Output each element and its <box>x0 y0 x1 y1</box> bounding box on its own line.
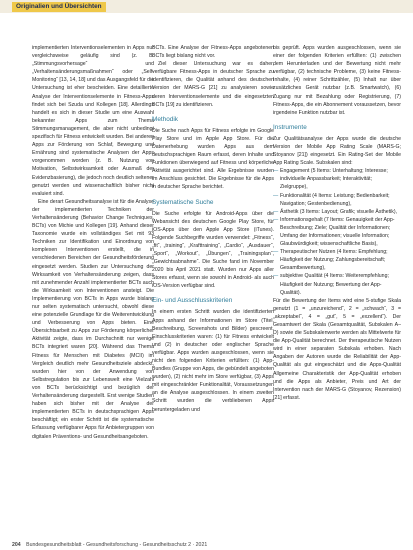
paragraph: implementierten Interventionselementen in Apps nur vergleichsweise geläufig sind (z. B. „Stimmungsvorhersage“ und „Verhaltensänderungsmaßnahmen“ oder „Self-Monitoring“ [13, 14, 18] und das Ausgangsfeld für die Untersuchung ist eher bescheiden. Eine detaillierte Analyse der Interventionselemente in Fitness-Apps findet sich bei Szuda und Kollegen [18]. Allerdings handelt es sich in dieser Studie um eine Auswahl bekannter Apps zum Thema Stimmungsmanagement, die aber nicht unbedingt spezifisch für Fitness entwickelt wurden. Bei anderen Apps zur Förderung von Schlaf, Bewegung und Ernährung sind systematische Analysen der Apps vorgenommen worden (z. B. Nutzung von Motivation, Selbstwirksamkeit oder Ausmaß der Evidenzbasierung), die jedoch noch deutlich seltener genutzt werden und wissenschaftlich bisher nicht evaluiert sind. <box>32 45 154 197</box>
paragraph: Eine derart Gesundheitsanalyse ist für die Analyse der implementierten Techniken der Verhaltensänderung (Behavior Change Techniques, BCTs) von Michie und Kollegen [19]. Anhand dieser Taxonomie wurde ein vollständiges Set mit 93 Techniken zur Identifikation und Einordnung von komplexen Interventionen erstellt, die in verschiedenen Bereichen der Gesundheitsförderung eingesetzt werden. Studien zur Untersuchung der Wirksamkeit von Verhaltensänderung zeigen, dass mit zunehmender Anzahl implementierter BCTs auch die Wirksamkeit von Interventionen ansteigt. Die Implementierung von BCTs in Apps wurde bislang nur selten systematisch untersucht, obwohl diese eine potenzielle Grundlage für die Weiterentwicklung und Verbesserung von Apps bieten. Eine Übersichtsarbeit zu Apps zur Förderung körperlicher Aktivität zeigte, dass im Durchschnitt nur wenige BCTs integriert waren [20]. Während das Thema Fitness für Menschen mit Diabetes (MCII) im Vergleich deutlich mehr Gesundheitsziele abdeckt, wurden hier von der Anwendung von Selbstregulation bis zur Lebenswelt eine Vielzahl von BCTs berücksichtigt und bezüglich der Verhaltensänderung dargestellt. Erst wenige Studien haben sich bisher mit der Analyse der implementierten BCTs in deutschsprachigen Apps beschäftigt; ein erster Schritt ist die systematische Erfassung verfügbarer Apps für Anbietergruppen von digitalen Präventions- und Gesundheitsangeboten. <box>32 198 154 440</box>
paragraph: Die Suche erfolgte für Android-Apps über die Webansicht des deutschen Google Play Store, für iOS-Apps über den Apple App Store (iTunes). Folgende Suchbegriffe wurden verwendet: „Fitness“, „fit“, „training“, „Krafttraining“, „Cardio“, „Ausdauer“, „Sport“, „Workout“, „Übungen“, „Trainingsplan“, „Gewichtsabnahme“. Die Suche fand im November 2020 bis April 2021 statt. Wurden nur Apps aller Stores erfasst, wenn sie sowohl in Android- als auch iOS-Version verfügbar sind. <box>152 210 274 290</box>
column-2 <box>152 44 274 414</box>
list-item: — Engagement (5 Items: Unterhaltung; Interesse; individuelle Anpassbarkeit; Interaktivität; Zielgruppe), <box>273 167 401 191</box>
list-item: — Informationsgehalt (7 Items: Genauigkeit der App-Beschreibung; Ziele; Qualität der Informationen; Umfang der Informationen; visuelle Information; Glaubwürdigkeit; wissenschaftliche Basis), <box>273 216 401 248</box>
paragraph: Für die Bewertung der Items wird eine 5-stufige Skala genutzt (1 = „unzureichend“, 2 = „schwach“, 3 = „akzeptabel“, 4 = „gut“, 5 = „exzellent“). Der Gesamtwert der Skala (Gesamtqualität, Subskalen A–D) sowie die Subskalenwerte werden als Mittelwerte für die App-Qualität berechnet. Der therapeutische Nutzen wird in einer separaten Subskala erhoben. Nach Angaben der Autoren wurde die Reliabilität der App-Qualität als gut eingeschätzt und die Apps-Qualität Allgemeine Charakteristik der App-Qualität erhoben und die Apps als Anbieter, Preis und Art der Intervention nach der MARS-G (Stoyanov, Rezension) [21] erfasst. <box>273 297 401 401</box>
page-number: 204 <box>12 542 21 548</box>
column-1 <box>32 44 154 441</box>
list-item: — subjektive Qualität (4 Items: Weiterempfehlung; Häufigkeit der Nutzung; Bewertung der App-Qualität). <box>273 272 401 296</box>
column-3 <box>273 44 401 402</box>
paragraph: Die Suche nach Apps für Fitness erfolgte im Google Play Store und im Apple App Store. Für die Datenerhebung wurden Apps aus dem deutschsprachigen Raum erfasst, deren Inhalte und Funktionen überwiegend auf Fitness und körperliche Aktivität ausgerichtet sind. Alle Ergebnisse wurden im Anschluss gesichtet. Die Ergebnisse für die Apps in deutscher Sprache berichtet. <box>152 127 274 191</box>
journal-source: Bundesgesundheitsblatt - Gesundheitsforschung - Gesundheitsschutz 2 · 2021 <box>26 542 208 548</box>
section-tag: Originalien und Übersichten <box>12 2 106 12</box>
paragraph: In einem ersten Schritt wurden die identifizierten Apps anhand der Informationen im Store (Titel, Beschreibung, Screenshots und Bilder) gescreent. Einschlusskriterien waren: (1) für Fitness entwickelt und (2) in deutscher oder englischer Sprache verfügbar. Apps wurden ausgeschlossen, wenn sie nicht den folgenden Kriterien erfüllten: (1) App-Bundles (Gruppe von Apps, die gebündelt angeboten wurden), (2) nicht mehr im Store verfügbar, (3) Apps mit eingeschränkter Funktionalität, Voraussetzungen an die Analyse ausgeschlossen. In einem zweiten Schritt wurden die verbliebenen Apps heruntergeladen und <box>152 309 274 413</box>
paragraph: Ziel dieser Untersuchung war es daher, verfügbare Fitness-Apps in deutscher Sprache zu identifizieren, die Qualität anhand des deutschen Version der MARS-G [21] zu analysieren sowie deren Interventionselemente und die eingesetzten BCTs [19] zu identifizieren. <box>152 61 274 108</box>
paragraph: Zur Qualitätsanalyse der Apps wurde die deutsche Version der Mobile App Rating Scale (MARS-G; Stoyanov [21]) eingesetzt. Ein Rating-Set der Mobile App Rating Scale. Subskalen sind: <box>273 135 401 167</box>
paragraph: BCTs. Eine Analyse der Fitness-Apps angebotenen BCTs liegt bislang nicht vor. <box>152 45 274 60</box>
section-heading-kriterien: Ein- und Ausschlusskriterien <box>152 297 233 305</box>
list-item: — Ästhetik (3 Items: Layout; Grafik; visuelle Ästhetik), <box>273 208 401 216</box>
paragraph: bis geprüft. Apps wurden ausgeschlossen, wenn sie einer der folgenden Kriterien erfüllten: (1) zwischen dem Herunterladen und der Bewertung nicht mehr verfügbar, (2) technische Probleme, (3) keine Fitness-Inhalte, (4) reiner Schrittzähler, (5) Inhalt nur über zusätzliches Gerät nutzbar (z.B. Smartwatch), (6) Zugang nur mit Bezahlung oder Registrierung, (7) Fitness-Apps, die ein Abonnement voraussetzen, bevor irgendeine Funktion nutzbar ist. <box>273 45 401 116</box>
section-heading-instrumente: Instrumente <box>273 123 307 131</box>
subscale-list <box>273 167 401 297</box>
list-item: — Funktionalität (4 Items: Leistung; Bedienbarkeit; Navigation; Gestenbedienung), <box>273 192 401 208</box>
section-heading-suche: Systematische Suche <box>152 198 214 206</box>
list-item: — Therapeutischer Nutzen (4 Items: Empfehlung; Häufigkeit der Nutzung; Zahlungsbereitschaft; Gesamtbewertung), <box>273 248 401 272</box>
page-footer <box>12 542 207 549</box>
section-heading-methodik: Methodik <box>152 115 178 123</box>
